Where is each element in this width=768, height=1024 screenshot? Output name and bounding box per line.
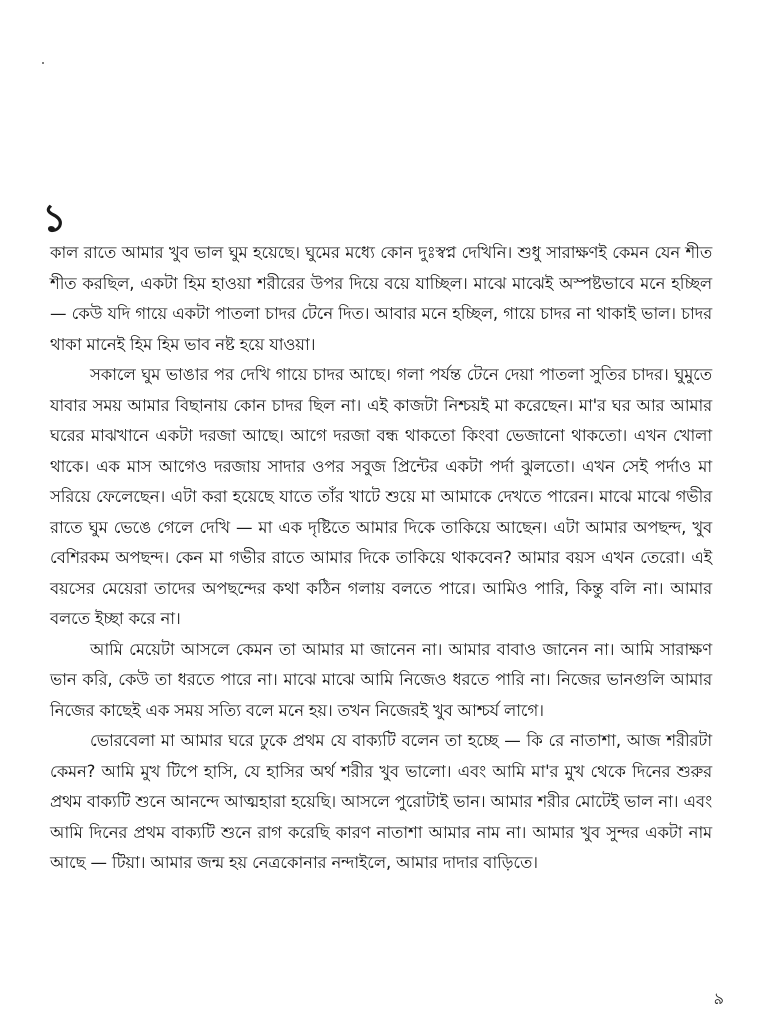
paragraph-4: ভোরবেলা মা আমার ঘরে ঢুকে প্রথম যে বাক্যটি বলেন তা হচ্ছে — কি রে নাতাশা, আজ শরীরটা কেমন? আমি মুখ টিপে হাসি, যে হাসির অর্থ শরীর খুব ভালো। এবং আমি মা'র মুখ থেকে দিনের শুরুর প্রথম বাক্যটি শুনে আনন্দে আত্মহারা হয়েছি। আসলে পুরোটাই ভান। আমার শরীর মোটেই ভাল না। এবং আমি দিনের প্রথম বাক্যটি শুনে রাগ করেছি কারণ নাতাশা আমার নাম না। আমার খুব সুন্দর একটা নাম আছে — টিয়া। আমার জন্ম হয় নেত্রকোনার নন্দাইলে, আমার দাদার বাড়িতে। xyxy=(50,731,712,872)
scan-speck xyxy=(42,62,44,64)
page-number: ৯ xyxy=(713,989,724,1008)
body-text xyxy=(50,238,712,879)
paragraph-3: আমি মেয়েটা আসলে কেমন তা আমার মা জানেন না। আমার বাবাও জানেন না। আমি সারাক্ষণ ভান করি, কেউ তা ধরতে পারে না। মাঝে মাঝে আমি নিজেও ধরতে পারি না। নিজের ভানগুলি আমার নিজের কাছেই এক সময় সত্যি বলে মনে হয়। তখন নিজেরই খুব আশ্চর্য লাগে। xyxy=(50,639,712,720)
paragraph-1: কাল রাতে আমার খুব ভাল ঘুম হয়েছে। ঘুমের মধ্যে কোন দুঃস্বপ্ন দেখিনি। শুধু সারাক্ষণই কেমন যেন শীত শীত করছিল, একটা হিম হাওয়া শরীরের উপর দিয়ে বয়ে যাচ্ছিল। মাঝে মাঝেই অস্পষ্টভাবে মনে হচ্ছিল — কেউ যদি গায়ে একটা পাতলা চাদর টেনে দিত। আবার মনে হচ্ছিল, গায়ে চাদর না থাকাই ভাল। চাদর থাকা মানেই হিম হিম ভাব নষ্ট হয়ে যাওয়া। xyxy=(50,243,712,354)
paragraph-2: সকালে ঘুম ভাঙার পর দেখি গায়ে চাদর আছে। গলা পর্যন্ত টেনে দেয়া পাতলা সুতির চাদর। ঘুমুতে যাবার সময় আমার বিছানায় কোন চাদর ছিল না। এই কাজটা নিশ্চয়ই মা করেছেন। মা'র ঘর আর আমার ঘরের মাঝখানে একটা দরজা আছে। আগে দরজা বন্ধ থাকতো কিংবা ভেজানো থাকতো। এখন খোলা থাকে। এক মাস আগেও দরজায় সাদার ওপর সবুজ প্রিন্টের একটা পর্দা ঝুলতো। এখন সেই পর্দাও মা সরিয়ে ফেলেছেন। এটা করা হয়েছে যাতে তাঁর খাটে শুয়ে মা আমাকে দেখতে পারেন। মাঝে মাঝে গভীর রাতে ঘুম ভেঙে গেলে দেখি — মা এক দৃষ্টিতে আমার দিকে তাকিয়ে আছেন। এটা আমার অপছন্দ, খুব বেশিরকম অপছন্দ। কেন মা গভীর রাতে আমার দিকে তাকিয়ে থাকবেন? আমার বয়স এখন তেরো। এই বয়সের মেয়েরা তাদের অপছন্দের কথা কঠিন গলায় বলতে পারে। আমিও পারি, কিন্তু বলি না। আমার বলতে ইচ্ছা করে না। xyxy=(50,365,712,628)
chapter-number: ১ xyxy=(42,196,67,240)
